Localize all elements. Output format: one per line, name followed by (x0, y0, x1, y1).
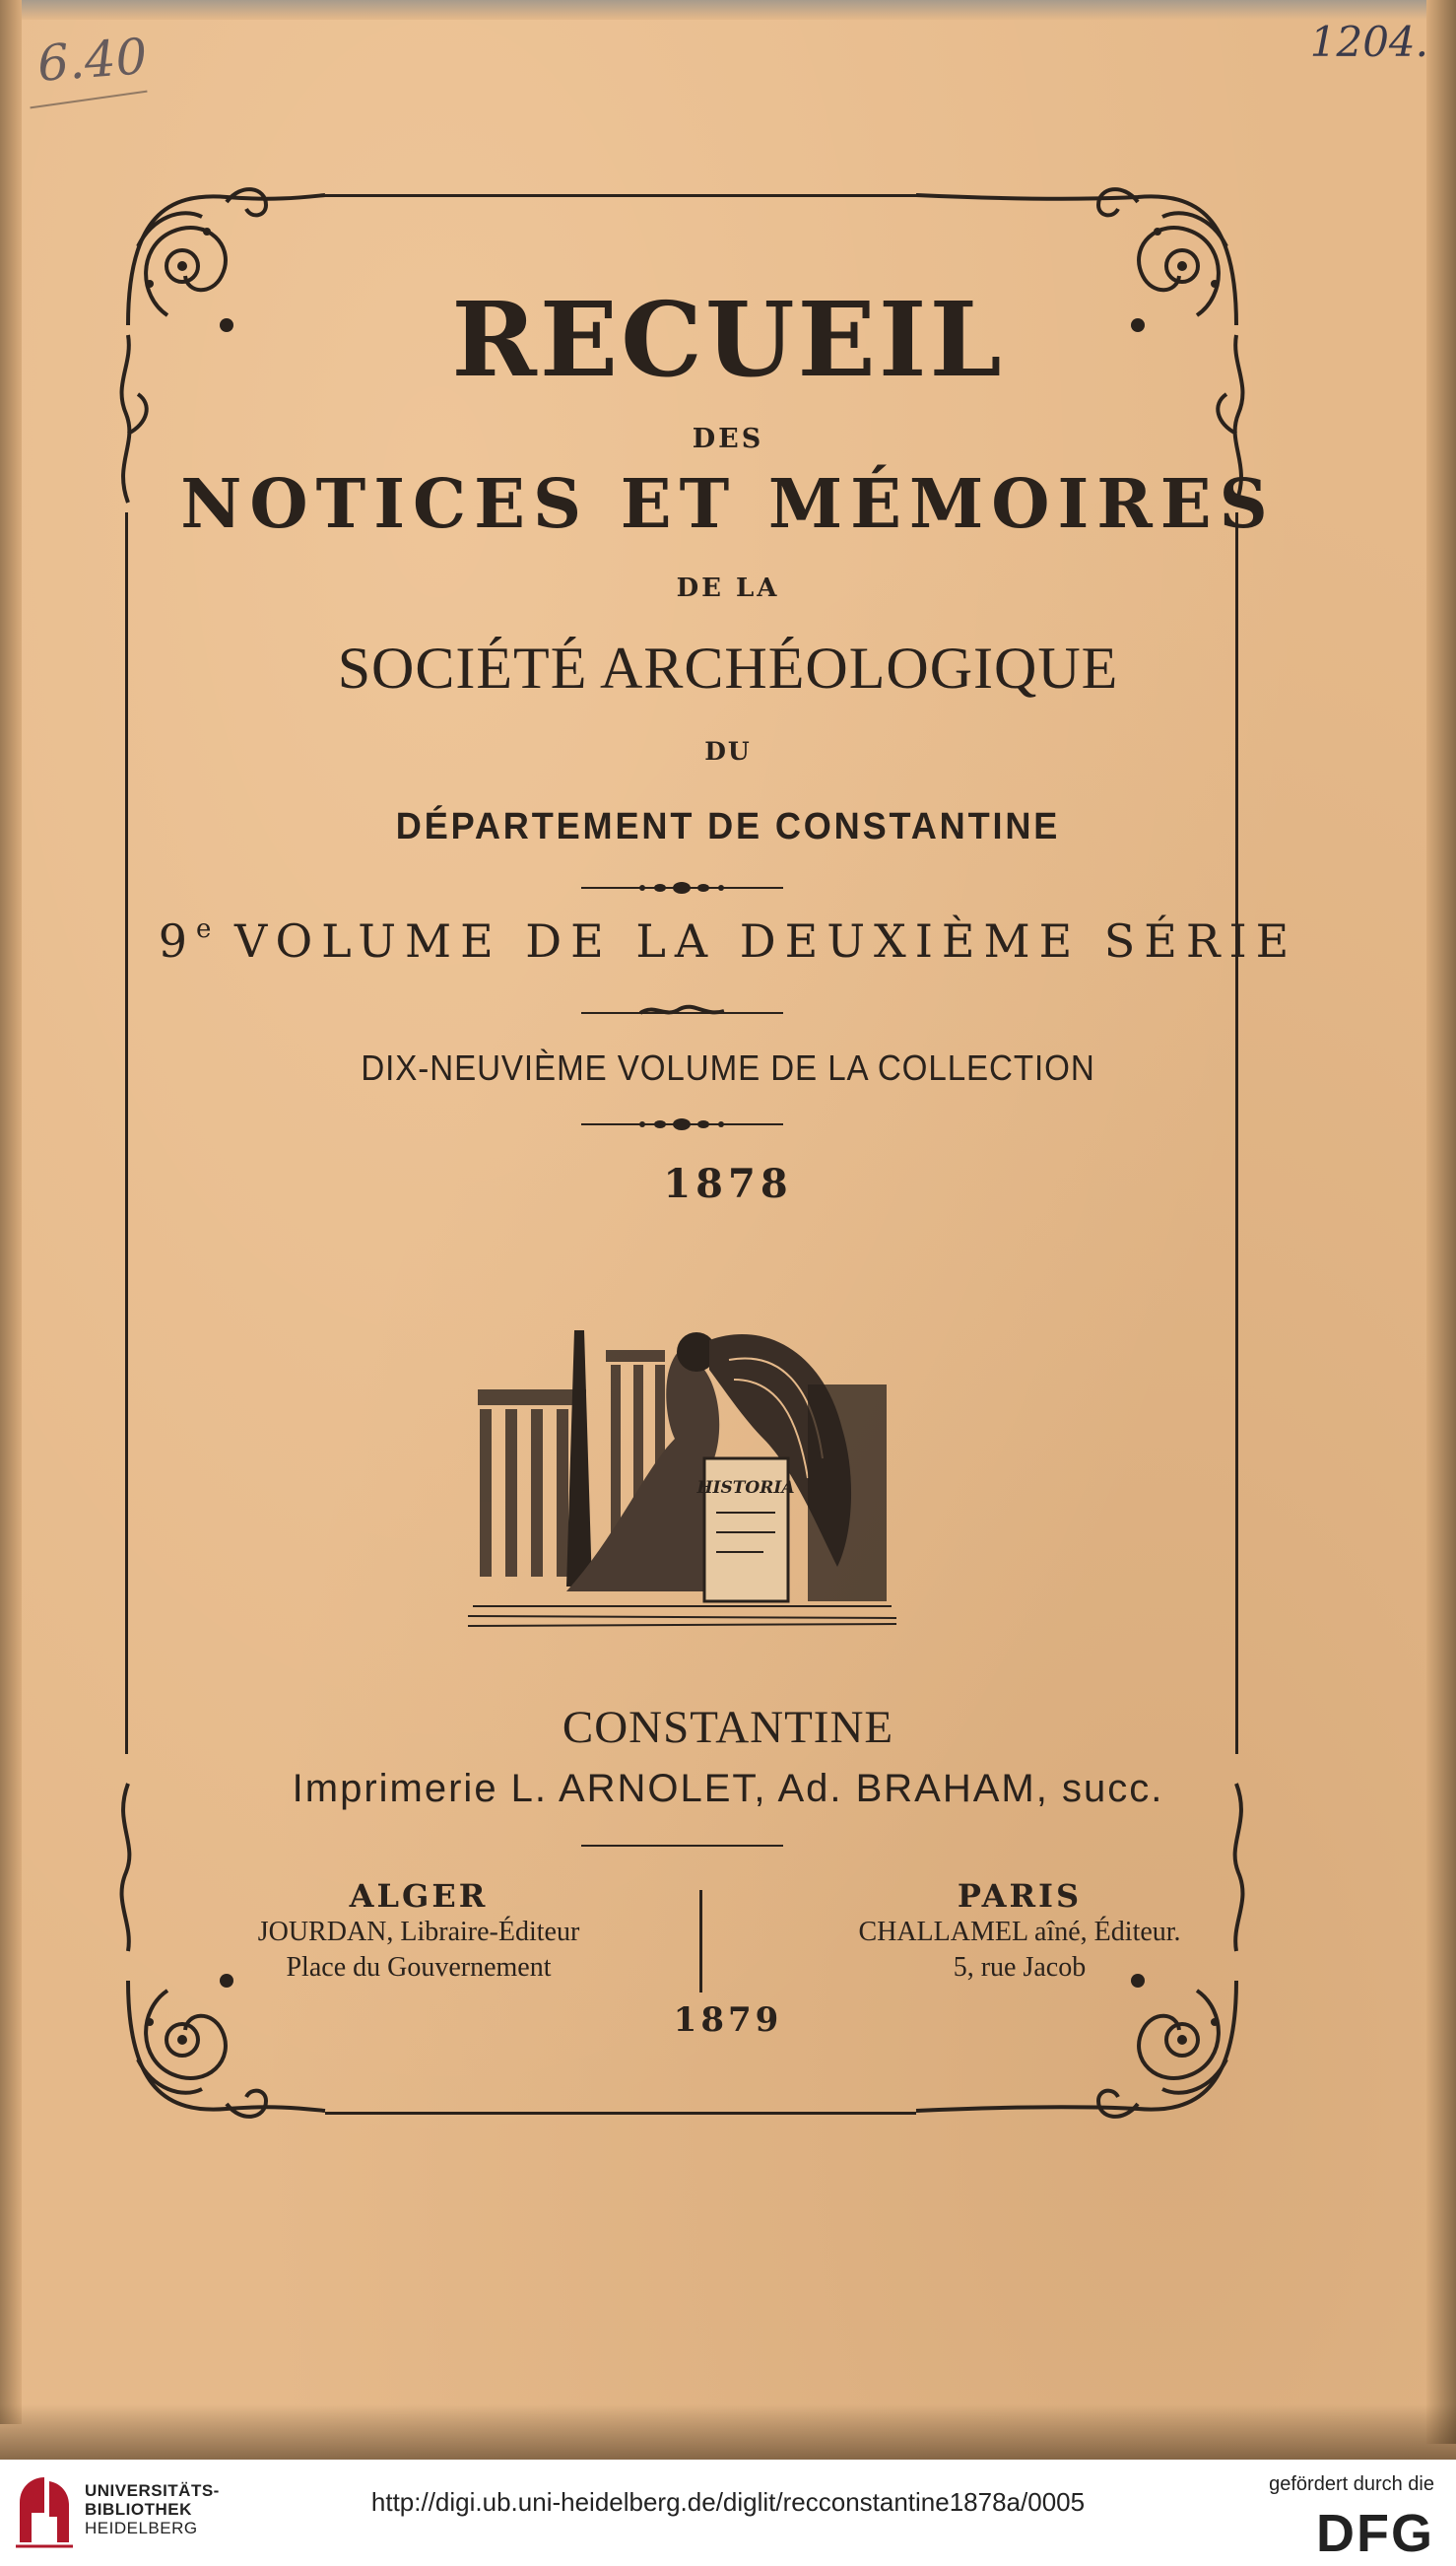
publisher-paris-name: CHALLAMEL aîné, Éditeur. (858, 1917, 1181, 1947)
title-recueil: RECUEIL (451, 279, 1005, 400)
divider-dots-2 (581, 1114, 783, 1134)
page-bottom-shadow (0, 2404, 1456, 2460)
volume-ordinal-suffix: e (196, 914, 212, 944)
title-des: DES (692, 424, 764, 454)
printing-year: 1879 (673, 2000, 783, 2040)
imprint-printer: Imprimerie L. ARNOLET, Ad. BRAHAM, succ. (292, 1767, 1164, 1810)
obelisk (566, 1330, 592, 1587)
title-du: DU (704, 737, 752, 766)
dfg-caption: gefördert durch die (1269, 2473, 1434, 2495)
permalink-url[interactable]: http://digi.ub.uni-heidelberg.de/diglit/recconstantine1878a/0005 (370, 2487, 1086, 2517)
inventory-number-handwritten: 1204. (1309, 18, 1428, 66)
volume-number: 9 (158, 914, 197, 968)
title-notices-et-memoires: NOTICES ET MÉMOIRES (180, 465, 1276, 544)
publisher-alger-address: Place du Gouvernement (286, 1952, 552, 1983)
publisher-column-divider (699, 1890, 702, 1992)
dfg-logo: DFG (1316, 2504, 1434, 2563)
publisher-paris-address: 5, rue Jacob (953, 1952, 1087, 1983)
volume-year: 1878 (663, 1161, 793, 1207)
library-line-1: UNIVERSITÄTS- (85, 2481, 220, 2500)
collection-volume-line: DIX-NEUVIÈME VOLUME DE LA COLLECTION (361, 1047, 1095, 1088)
shelfmark-handwritten: 6.40 (35, 28, 150, 93)
publisher-paris (788, 1877, 1251, 1986)
frame-bottom-rule (325, 2112, 916, 2115)
library-line-2: BIBLIOTHEK (85, 2500, 192, 2519)
imprint-city: CONSTANTINE (562, 1702, 894, 1753)
publisher-paris-city: PARIS (957, 1877, 1083, 1915)
publisher-alger (187, 1877, 650, 1986)
divider-wave (581, 1001, 783, 1021)
title-societe-archeologique: SOCIÉTÉ ARCHÉOLOGIQUE (337, 636, 1119, 701)
publisher-alger-city: ALGER (349, 1877, 489, 1915)
imprint-rule (581, 1845, 783, 1847)
historia-tablet-label: HISTORIA (696, 1478, 795, 1498)
title-departement: DÉPARTEMENT DE CONSTANTINE (395, 806, 1061, 847)
book-edge-top (0, 0, 1456, 20)
frame-top-rule (325, 194, 916, 197)
digitization-footer (0, 2460, 1456, 2566)
publisher-alger-name: JOURDAN, Libraire-Éditeur (257, 1917, 580, 1947)
volume-series-text: VOLUME DE LA DEUXIÈME SÉRIE (234, 914, 1298, 968)
divider-dots-1 (581, 878, 783, 898)
volume-series-line (0, 914, 1456, 968)
shelfmark-underline (30, 91, 147, 109)
library-line-3: HEIDELBERG (85, 2519, 198, 2537)
historia-vignette-engraving (468, 1311, 896, 1631)
title-de-la: DE LA (676, 574, 780, 603)
